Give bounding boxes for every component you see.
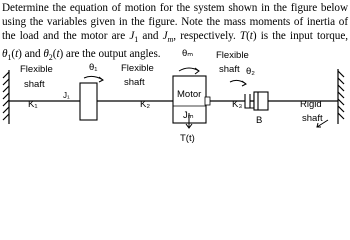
- problem-text-segment: t: [15, 48, 19, 61]
- problem-text-segment: θ: [43, 48, 49, 61]
- problem-text-segment: 2: [48, 53, 53, 63]
- theta-m-label: θₘ: [182, 48, 194, 59]
- problem-text-segment: ) is the input torque,: [252, 30, 349, 42]
- problem-text-segment: (: [11, 48, 16, 61]
- problem-text-segment: and: [138, 30, 163, 42]
- rigid-label: Rigid: [300, 99, 322, 110]
- theta1-arrow: [84, 76, 103, 82]
- problem-text-segment: θ: [2, 48, 8, 61]
- problem-text-segment: t: [56, 48, 60, 61]
- rigid-shaft-label: shaft: [302, 113, 323, 124]
- k2-label: K₂: [140, 99, 151, 110]
- j1-inertia-disk: [80, 83, 97, 120]
- problem-text-segment: t: [249, 30, 253, 42]
- b-label: B: [256, 115, 263, 126]
- theta2-label: θ₂: [246, 66, 255, 77]
- k3-label: K₃: [232, 99, 243, 110]
- problem-text-segment: m: [167, 35, 174, 45]
- mid-shaft-label-2: shaft: [124, 77, 145, 88]
- problem-text-segment: J: [129, 30, 135, 42]
- right-shaft-label-2: shaft: [219, 64, 240, 75]
- problem-text-segment: ) are the output angles.: [59, 48, 161, 61]
- left-shaft-label-2: shaft: [24, 79, 45, 90]
- problem-text-segment: 1: [134, 35, 139, 45]
- left-wall: [3, 70, 9, 124]
- theta1-label: θ₁: [89, 62, 98, 73]
- torque-label: T(t): [180, 133, 195, 143]
- problem-text-segment: J: [162, 30, 168, 42]
- theta2-arrow: [230, 80, 246, 86]
- problem-text-segment: (: [52, 48, 57, 61]
- left-shaft-label: Flexible: [20, 64, 53, 75]
- problem-text-segment: Determine the equation of motion for the system shown in the figure below using the variables given in the figure. Note the mass moments of inertia of the load and the motor are: [2, 2, 348, 42]
- right-shaft-label: Flexible: [216, 50, 249, 61]
- problem-text-segment: 1: [7, 53, 12, 63]
- theta-m-arrow: [179, 68, 199, 74]
- problem-text-segment: T: [239, 30, 247, 42]
- motor-label: Motor: [177, 89, 202, 100]
- right-wall: [338, 69, 344, 124]
- j1-label: J₁: [63, 91, 70, 100]
- problem-text-segment: ) and: [18, 48, 44, 61]
- mid-shaft-label: Flexible: [121, 63, 154, 74]
- damper-b: [245, 92, 268, 110]
- problem-text-segment: , respectively.: [173, 30, 240, 42]
- jm-label: Jₘ: [183, 110, 194, 121]
- problem-text-segment: (: [246, 30, 250, 42]
- k1-label: K₁: [28, 99, 38, 110]
